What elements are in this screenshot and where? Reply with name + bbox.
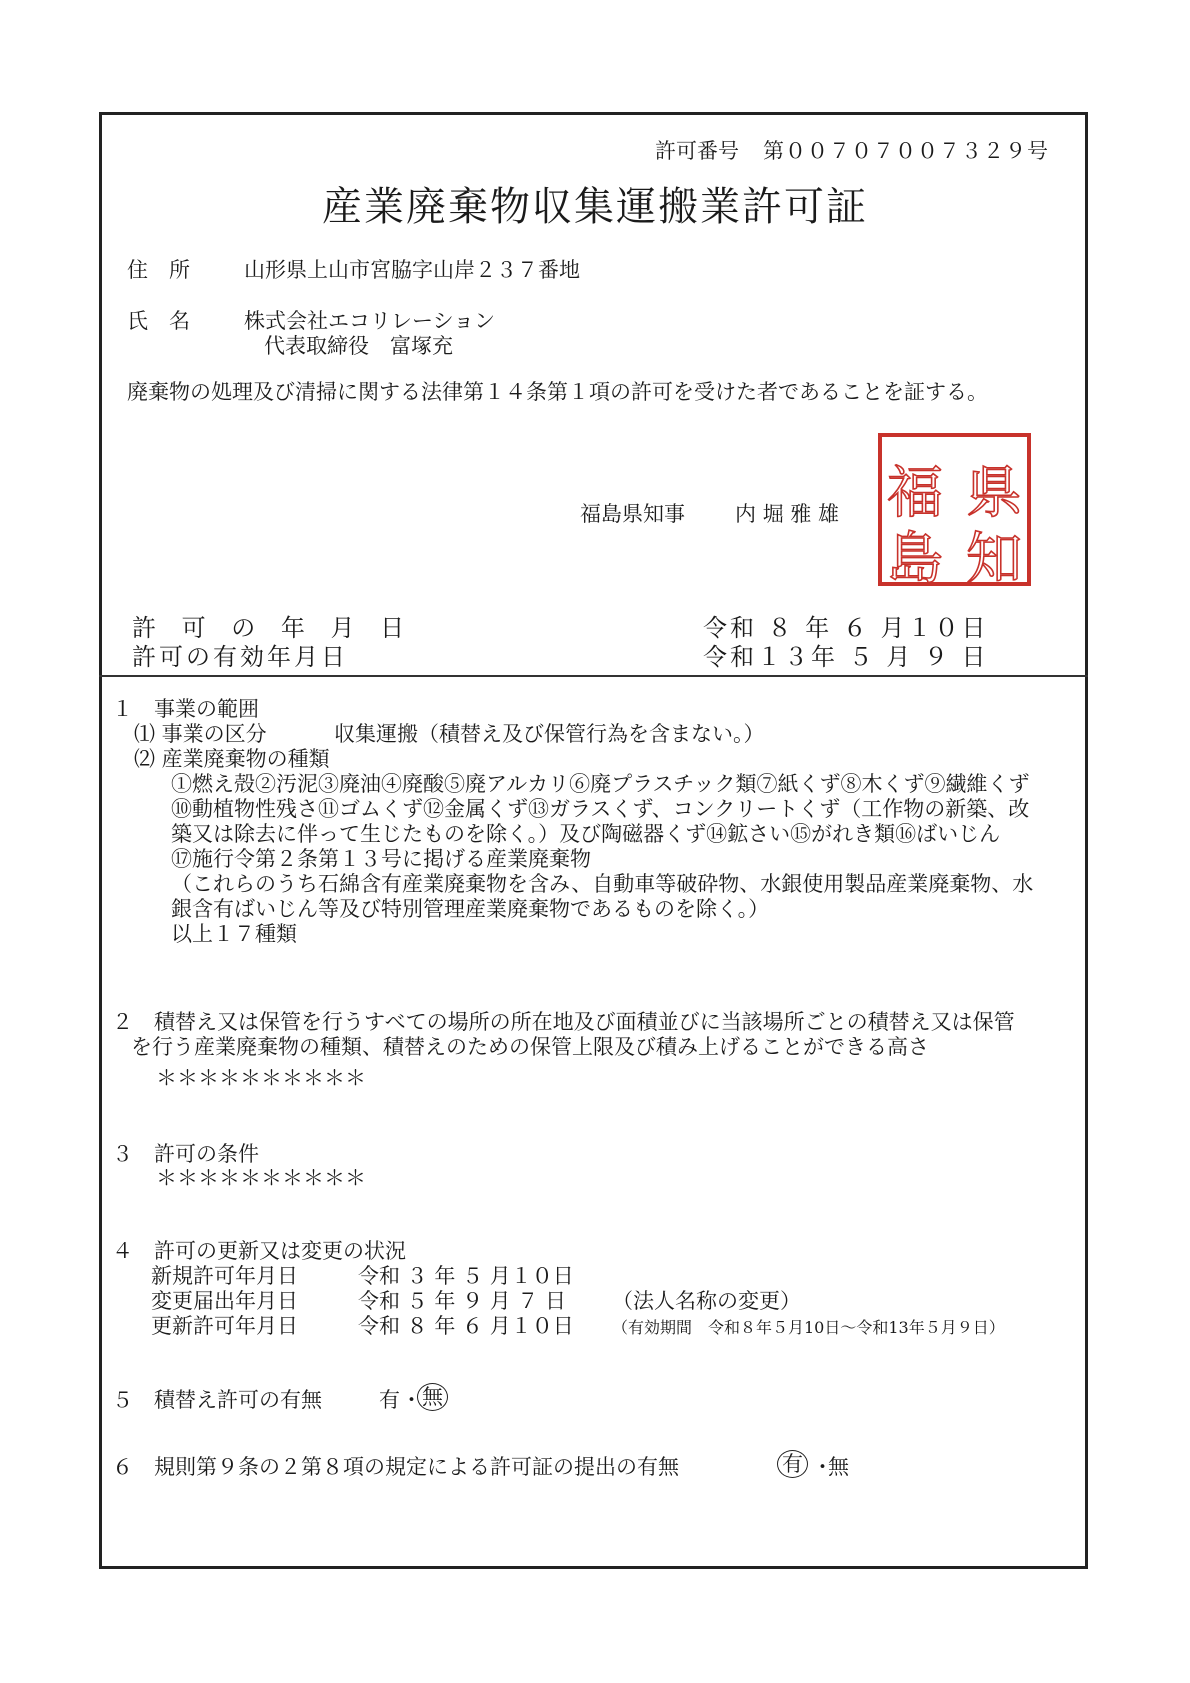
waste-types-line: ⑩動植物性残さ⑪ゴムくず⑫金属くず⑬ガラスくず、コンクリートくず（工作物の新築、改: [171, 797, 1030, 821]
section2-value: ＊＊＊＊＊＊＊＊＊＊: [156, 1066, 366, 1090]
permit-date-value: 令和 ８ 年 ６ 月１０日: [703, 614, 989, 642]
certificate-title: 産業廃棄物収集運搬業許可証: [322, 184, 868, 230]
history-row-date: 令和 ８ 年 ６ 月１０日: [358, 1314, 574, 1338]
transshipment-option-no-circled: [417, 1383, 448, 1411]
history-row-note: （法人名称の変更）: [612, 1289, 801, 1313]
waste-types-line: ⑰施行令第２条第１３号に掲げる産業廃棄物: [171, 847, 591, 871]
history-row-date: 令和 ３ 年 ５ 月１０日: [358, 1264, 574, 1288]
seal-char-fuku: 福: [887, 461, 943, 526]
name-label: 氏 名: [127, 309, 190, 333]
valid-date-value: 令和１３年 ５ 月 ９ 日: [703, 643, 989, 671]
option-separator: ・: [812, 1455, 833, 1479]
section1-business-type-label: ⑴ 事業の区分: [134, 722, 267, 746]
address-label: 住 所: [127, 258, 190, 282]
seal-char-chi: 知: [966, 527, 1022, 587]
history-row-date: 令和 ５ 年 ９ 月 ７ 日: [358, 1289, 567, 1313]
submission-option-no: 無: [828, 1455, 849, 1479]
section1-business-type-value: 収集運搬（積替え及び保管行為を含まない。）: [334, 722, 765, 746]
section3-value: ＊＊＊＊＊＊＊＊＊＊: [156, 1166, 366, 1190]
selected-circle-mark: 有: [777, 1450, 808, 1478]
waste-types-line: （これらのうち石綿含有産業廃棄物を含み、自動車等破砕物、水銀使用製品産業廃棄物、水: [171, 872, 1034, 896]
transshipment-option-yes: 有: [379, 1388, 400, 1412]
waste-types-line: 築又は除去に伴って生じたものを除く。）及び陶磁器くず⑭鉱さい⑮がれき類⑯ばいじん: [171, 822, 1001, 846]
prefectural-seal: [877, 432, 1032, 587]
section2-line2: を行う産業廃棄物の種類、積替えのための保管上限及び積み上げることができる高さ: [131, 1035, 929, 1059]
section6-heading: ６ 規則第９条の２第８項の規定による許可証の提出の有無: [112, 1455, 679, 1479]
issuer-title: 福島県知事: [580, 502, 685, 526]
history-row-label: 更新許可年月日: [151, 1314, 298, 1338]
section3-heading: ３ 許可の条件: [112, 1142, 259, 1166]
permit-number: 第００７０７００７３２９号: [763, 139, 1049, 163]
permit-date-label: 許 可 の 年 月 日: [132, 614, 414, 642]
section4-heading: ４ 許可の更新又は変更の状況: [112, 1239, 406, 1263]
permit-number-label: 許可番号: [655, 139, 739, 163]
section1-heading: １ 事業の範囲: [112, 697, 259, 721]
seal-char-shima: 島: [887, 527, 943, 587]
history-row-note: （有効期間 令和８年５月10日～令和13年５月９日）: [612, 1318, 1005, 1337]
section2-line1: ２ 積替え又は保管を行うすべての場所の所在地及び面積並びに当該場所ごとの積替え又は保管: [112, 1010, 1015, 1034]
valid-date-label: 許可の有効年月日: [132, 643, 348, 671]
address-value: 山形県上山市宮脇字山岸２３７番地: [244, 258, 580, 282]
issuer-name: 内 堀 雅 雄: [735, 502, 840, 526]
company-name: 株式会社エコリレーション: [244, 309, 496, 333]
seal-char-ken: 県: [966, 461, 1022, 526]
history-row-label: 新規許可年月日: [151, 1264, 298, 1288]
submission-option-yes-circled: [777, 1450, 808, 1478]
section5-heading: ５ 積替え許可の有無: [112, 1388, 322, 1412]
waste-types-line: 銀含有ばいじん等及び特別管理産業廃棄物であるものを除く。）: [171, 897, 770, 921]
waste-types-line: ①燃え殻②汚泥③廃油④廃酸⑤廃アルカリ⑥廃プラスチック類⑦紙くず⑧木くず⑨繊維くず: [171, 772, 1030, 796]
section1-waste-types-label: ⑵ 産業廃棄物の種類: [134, 747, 330, 771]
waste-types-count: 以上１７種類: [171, 922, 297, 946]
representative-name: 代表取締役 富塚充: [264, 334, 453, 358]
selected-circle-mark: 無: [417, 1383, 448, 1411]
certification-statement: 廃棄物の処理及び清掃に関する法律第１４条第１項の許可を受けた者であることを証する。: [127, 380, 988, 404]
option-separator: ・: [401, 1388, 422, 1412]
divider: [99, 675, 1088, 677]
history-row-label: 変更届出年月日: [151, 1289, 298, 1313]
